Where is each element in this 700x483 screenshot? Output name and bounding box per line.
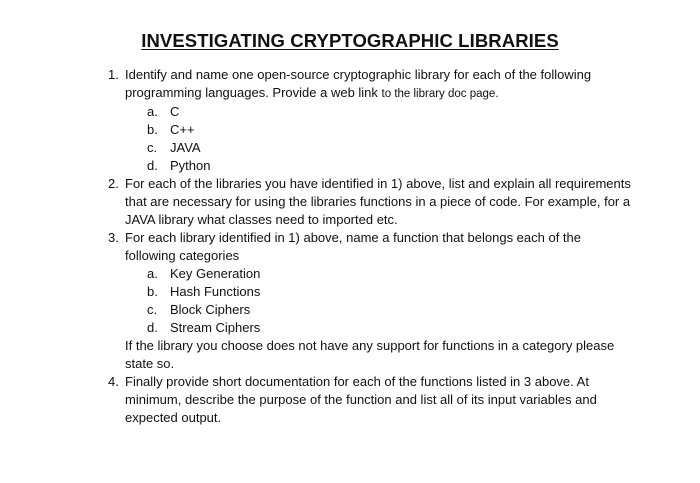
question-text-line: For each of the libraries you have identified in 1) above, list and explain all requirements xyxy=(125,176,631,191)
question-text-segment: programming languages. Provide a web link xyxy=(125,85,382,100)
question-number: 3. xyxy=(108,230,119,245)
sub-item xyxy=(125,301,648,319)
question-text-segment-small: to the library doc page. xyxy=(381,88,499,100)
question-note-line: If the library you choose does not have any support for functions in a category please xyxy=(125,338,615,353)
question-text-line: following categories xyxy=(125,248,240,263)
question-number: 2. xyxy=(108,176,119,191)
question-text-line: For each library identified in 1) above, name a function that belongs each of the xyxy=(125,230,582,245)
question-text-line: expected output. xyxy=(125,410,222,425)
sub-item-text: C++ xyxy=(170,122,195,137)
document-title: INVESTIGATING CRYPTOGRAPHIC LIBRARIES xyxy=(141,30,559,51)
sub-item-text: Python xyxy=(170,158,211,173)
sub-item xyxy=(125,103,648,121)
question-3 xyxy=(108,229,648,373)
sub-item-letter: c. xyxy=(147,140,158,155)
sub-item xyxy=(125,157,648,175)
question-text-line: that are necessary for using the libraries functions in a piece of code. For example, for a xyxy=(125,194,631,209)
sub-item xyxy=(125,265,648,283)
question-number: 4. xyxy=(108,374,119,389)
sub-item-letter: b. xyxy=(147,122,158,137)
sub-item xyxy=(125,139,648,157)
question-text-line: Identify and name one open-source cryptographic library for each of the following xyxy=(125,67,592,82)
question-number: 1. xyxy=(108,67,119,82)
sub-item-text: JAVA xyxy=(170,140,201,155)
sub-item-letter: d. xyxy=(147,158,158,173)
sub-item-letter: b. xyxy=(147,284,158,299)
question-4 xyxy=(108,373,648,427)
sub-item-letter: d. xyxy=(147,320,158,335)
sub-item-text: Key Generation xyxy=(170,266,261,281)
question-list xyxy=(108,66,648,427)
question-1 xyxy=(108,66,648,175)
sub-item-letter: a. xyxy=(147,266,158,281)
question-text-line: Finally provide short documentation for each of the functions listed in 3 above. At xyxy=(125,374,589,389)
sub-item xyxy=(125,319,648,337)
sub-item-text: Hash Functions xyxy=(170,284,261,299)
sub-item-text: C xyxy=(170,104,180,119)
question-text-line: JAVA library what classes need to imported etc. xyxy=(125,212,398,227)
question-text-line xyxy=(125,84,648,103)
sub-item xyxy=(125,121,648,139)
sub-item-letter: a. xyxy=(147,104,158,119)
sub-item-text: Stream Ciphers xyxy=(170,320,261,335)
question-text-line: minimum, describe the purpose of the function and list all of its input variables and xyxy=(125,392,597,407)
sub-item-text: Block Ciphers xyxy=(170,302,251,317)
question-2 xyxy=(108,175,648,229)
question-note-line: state so. xyxy=(125,356,175,371)
sub-item-letter: c. xyxy=(147,302,158,317)
sub-item xyxy=(125,283,648,301)
